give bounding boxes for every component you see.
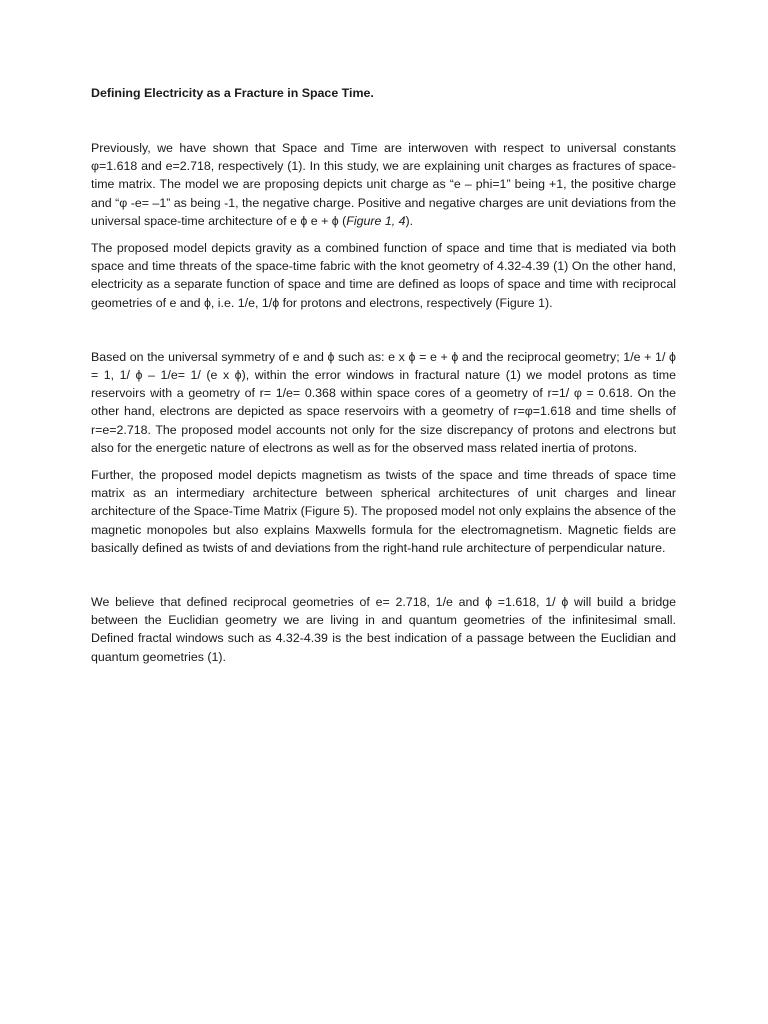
paragraph-spacer — [91, 312, 676, 348]
document-page — [91, 84, 676, 666]
paragraph-spacer — [91, 230, 676, 239]
paragraph-5: We believe that defined reciprocal geometries of e= 2.718, 1/e and ϕ =1.618, 1/ ϕ will build a bridge between the Euclidian geometry we are living in and quantum geometries of the infinitesimal small. Defined fractal windows such as 4.32-4.39 is the best indication of a passage between the Euclidian and quantum geometries (1). — [91, 595, 676, 664]
paragraph-2: The proposed model depicts gravity as a combined function of space and time that is mediated via both space and time threats of the space-time fabric with the knot geometry of 4.32-4.39 (1) On the other hand, electricity as a separate function of space and time are defined as loops of space and time with reciprocal geometries of e and ϕ, i.e. 1/e, 1/ϕ for protons and electrons, respectively (Figure 1). — [91, 241, 676, 310]
paragraph-4: Further, the proposed model depicts magnetism as twists of the space and time threads of space time matrix as an intermediary architecture between spherical architectures of unit charges and linear architecture of the Space-Time Matrix (Figure 5). The proposed model not only explains the absence of the magnetic monopoles but also explains Maxwells formula for the electromagnetism. Magnetic fields are basically defined as twists of and deviations from the right-hand rule architecture of perpendicular nature. — [91, 468, 676, 555]
paragraph-spacer — [91, 457, 676, 466]
figure-reference: Figure 1, 4 — [346, 213, 406, 228]
paragraph-3: Based on the universal symmetry of e and ϕ such as: e x ϕ = e + ϕ and the reciprocal geometry; 1/e + 1/ ϕ = 1, 1/ ϕ – 1/e= 1/ (e x ϕ), within the error windows in fractural nature (1) we model protons as time reservoirs with a geometry of r= 1/e= 0.368 within space cores of a geometry of r=1/ φ = 0.618. On the other hand, electrons are depicted as space reservoirs with a geometry of r=φ=1.618 and time shells of r=e=2.718. The proposed model accounts not only for the size discrepancy of protons and electrons but also for the energetic nature of electrons as well as for the observed mass related inertia of protons. — [91, 349, 676, 455]
document-title: Defining Electricity as a Fracture in Space Time. — [91, 86, 374, 100]
paragraph-1-text: Previously, we have shown that Space and Time are interwoven with respect to universal constants φ=1.618 and e=2.718, respectively (1). In this study, we are explaining unit charges as fractures of space-time matrix. The model we are proposing depicts unit charge as “e – phi=1” being +1, the positive charge and “φ -e= –1” as being -1, the negative charge. Positive and negative charges are unit deviations from the universal space-time architecture of e ϕ e + ϕ ( — [91, 141, 676, 228]
paragraph-spacer — [91, 557, 676, 593]
paragraph-1-end: ). — [405, 213, 414, 228]
paragraph-1 — [91, 139, 676, 230]
